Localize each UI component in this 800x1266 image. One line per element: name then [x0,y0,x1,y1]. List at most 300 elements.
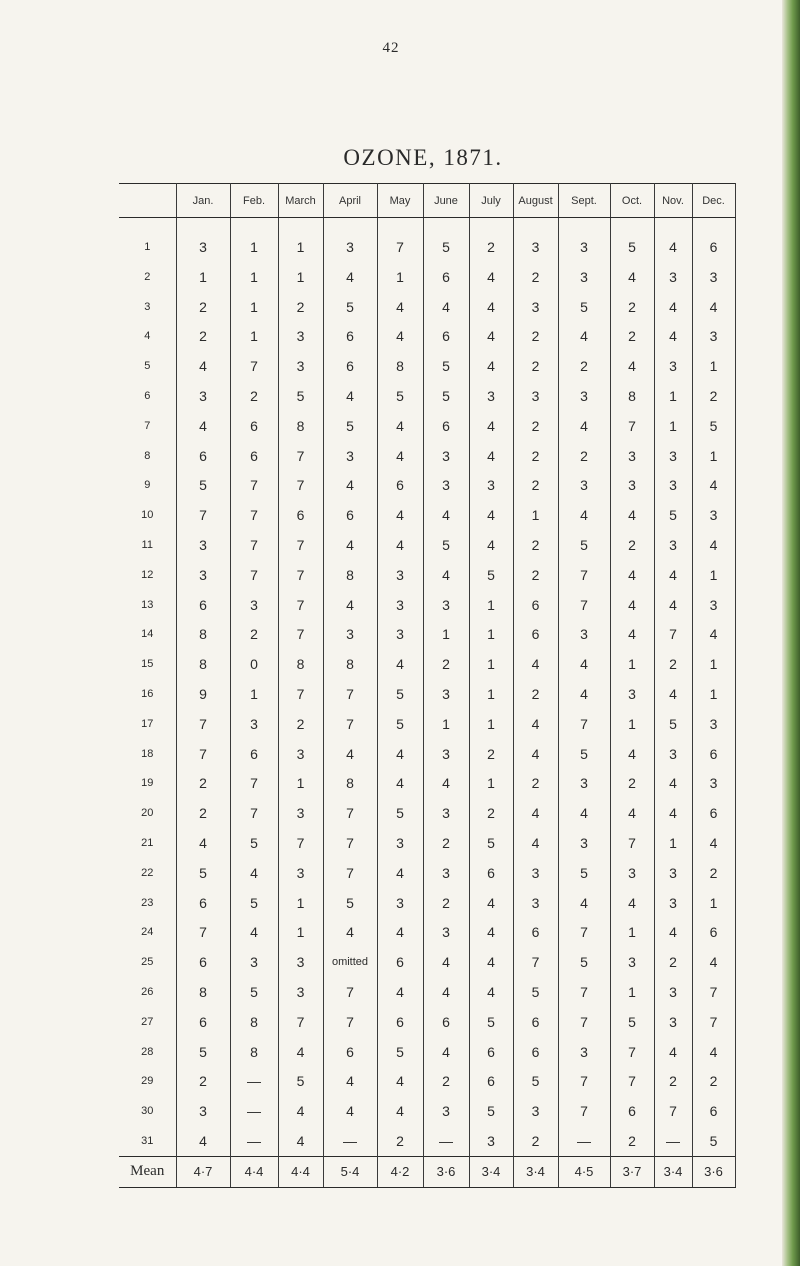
ozone-value: 3 [423,1096,469,1126]
ozone-value: 4 [377,292,423,322]
day-cell: 21 [119,828,176,858]
day-cell: 23 [119,888,176,918]
ozone-value: 4 [377,1096,423,1126]
ozone-value: — [423,1126,469,1156]
ozone-value: 2 [278,709,323,739]
table-row [119,218,735,263]
ozone-value: 2 [513,1126,558,1156]
ozone-value: 2 [558,351,610,381]
ozone-value: 3 [423,798,469,828]
ozone-value: 5 [377,381,423,411]
table-row [119,1096,735,1126]
ozone-value: 4 [513,709,558,739]
header-month: June [423,184,469,218]
mean-value: 3·7 [610,1156,654,1187]
ozone-value: 5 [469,1007,513,1037]
ozone-value: 2 [513,769,558,799]
ozone-value: 3 [377,590,423,620]
day-cell: 17 [119,709,176,739]
table-row [119,977,735,1007]
ozone-value: 7 [610,1067,654,1097]
ozone-value: 4 [558,411,610,441]
ozone-value: 4 [469,411,513,441]
ozone-value: 7 [278,441,323,471]
ozone-value: 3 [558,1037,610,1067]
ozone-value: 3 [513,218,558,263]
ozone-value: 6 [423,411,469,441]
header-month: May [377,184,423,218]
ozone-value: 6 [230,411,278,441]
table-row [119,918,735,948]
ozone-value: 3 [176,381,230,411]
table-row [119,798,735,828]
ozone-value: 4 [377,769,423,799]
ozone-value: 2 [513,441,558,471]
table-row [119,1067,735,1097]
mean-value: 4·2 [377,1156,423,1187]
ozone-value: 3 [513,1096,558,1126]
mean-value: 3·4 [513,1156,558,1187]
ozone-value: 3 [230,590,278,620]
ozone-value: 5 [469,560,513,590]
ozone-value: 3 [513,381,558,411]
ozone-value: 2 [278,292,323,322]
ozone-value: 7 [230,351,278,381]
ozone-value: 2 [377,1126,423,1156]
ozone-value: 2 [176,292,230,322]
table-row [119,620,735,650]
ozone-value: 1 [230,292,278,322]
day-cell: 18 [119,739,176,769]
day-cell: 30 [119,1096,176,1126]
ozone-value: 3 [323,441,377,471]
ozone-value: 1 [278,262,323,292]
table-row [119,1007,735,1037]
ozone-value: 3 [654,441,692,471]
ozone-value: 4 [377,1067,423,1097]
ozone-value: 4 [558,798,610,828]
ozone-value: 5 [230,888,278,918]
table-row [119,471,735,501]
ozone-value: 5 [558,530,610,560]
ozone-value: 7 [278,679,323,709]
day-cell: 9 [119,471,176,501]
ozone-value: 5 [278,1067,323,1097]
book-binding-edge [782,0,800,1266]
ozone-value: 4 [654,560,692,590]
ozone-value: 4 [323,381,377,411]
ozone-value: 8 [377,351,423,381]
ozone-value: 4 [323,1067,377,1097]
ozone-value: — [230,1126,278,1156]
ozone-value: 6 [323,500,377,530]
ozone-value: 4 [469,947,513,977]
mean-value: 5·4 [323,1156,377,1187]
ozone-value: 1 [278,218,323,263]
day-cell: 4 [119,322,176,352]
ozone-value: 2 [230,381,278,411]
ozone-value: 5 [654,709,692,739]
mean-value: 3·6 [692,1156,735,1187]
ozone-table [119,183,736,1188]
mean-value: 4·4 [230,1156,278,1187]
ozone-value: 2 [654,1067,692,1097]
ozone-value: 4 [377,530,423,560]
ozone-value: 3 [610,858,654,888]
ozone-value: 4 [423,1037,469,1067]
ozone-value: 1 [278,888,323,918]
ozone-value: 2 [513,471,558,501]
ozone-value: 4 [469,441,513,471]
day-cell: 31 [119,1126,176,1156]
ozone-value: 4 [654,590,692,620]
header-month: August [513,184,558,218]
ozone-value: 5 [423,530,469,560]
day-cell: 27 [119,1007,176,1037]
ozone-value: 4 [377,322,423,352]
ozone-value: 6 [610,1096,654,1126]
ozone-value: — [230,1067,278,1097]
ozone-value: 3 [610,679,654,709]
ozone-value: 3 [278,977,323,1007]
ozone-value: 1 [469,590,513,620]
ozone-value: 4 [558,500,610,530]
ozone-value: 4 [610,620,654,650]
mean-value: 3·6 [423,1156,469,1187]
ozone-value: 2 [513,322,558,352]
table-row [119,888,735,918]
ozone-value: 4 [469,888,513,918]
ozone-value: 4 [654,292,692,322]
ozone-value: 6 [692,918,735,948]
ozone-value: 3 [692,709,735,739]
ozone-value: 6 [692,739,735,769]
ozone-value: 2 [654,947,692,977]
mean-label: Mean [119,1156,176,1187]
ozone-value: 5 [558,292,610,322]
ozone-value: 3 [654,530,692,560]
header-month: Sept. [558,184,610,218]
ozone-value: 5 [278,381,323,411]
ozone-value: 2 [513,262,558,292]
ozone-value: 6 [469,1037,513,1067]
ozone-value: 4 [423,769,469,799]
ozone-value: 5 [377,798,423,828]
header-month: April [323,184,377,218]
header-row [119,184,735,218]
ozone-value: 5 [610,1007,654,1037]
ozone-value: 1 [278,918,323,948]
ozone-value: 5 [230,828,278,858]
ozone-value: 1 [230,218,278,263]
ozone-value: 7 [278,560,323,590]
ozone-value: 4 [654,1037,692,1067]
ozone-value: 1 [654,411,692,441]
table-row [119,858,735,888]
ozone-value: omitted [323,947,377,977]
ozone-value: 4 [469,262,513,292]
ozone-value: 4 [558,649,610,679]
ozone-value: 2 [610,769,654,799]
ozone-value: 4 [654,322,692,352]
ozone-value: 7 [323,1007,377,1037]
ozone-value: 4 [469,292,513,322]
ozone-value: 4 [654,798,692,828]
ozone-value: 3 [558,381,610,411]
table-row [119,292,735,322]
ozone-value: 7 [323,709,377,739]
ozone-value: 7 [230,560,278,590]
ozone-value: 4 [513,828,558,858]
ozone-value: 4 [692,828,735,858]
ozone-value: 2 [423,649,469,679]
ozone-value: 5 [176,858,230,888]
ozone-value: 6 [513,1037,558,1067]
day-cell: 20 [119,798,176,828]
ozone-value: 4 [423,560,469,590]
ozone-value: 7 [610,828,654,858]
ozone-value: 7 [176,500,230,530]
ozone-value: 2 [513,351,558,381]
ozone-value: 7 [278,620,323,650]
ozone-value: 5 [176,1037,230,1067]
ozone-value: 4 [278,1126,323,1156]
table-row [119,679,735,709]
ozone-value: 3 [654,262,692,292]
ozone-value: 4 [610,262,654,292]
ozone-value: 3 [558,620,610,650]
ozone-value: 4 [323,1096,377,1126]
ozone-value: 5 [654,500,692,530]
day-cell: 10 [119,500,176,530]
ozone-value: 4 [469,322,513,352]
ozone-value: 5 [176,471,230,501]
ozone-value: 4 [323,471,377,501]
ozone-value: 3 [654,977,692,1007]
ozone-value: 7 [230,769,278,799]
ozone-value: 7 [323,798,377,828]
ozone-value: 2 [230,620,278,650]
ozone-value: 7 [610,411,654,441]
ozone-value: 4 [558,888,610,918]
ozone-value: 1 [610,918,654,948]
ozone-value: 1 [230,322,278,352]
day-cell: 28 [119,1037,176,1067]
header-day [119,184,176,218]
ozone-value: 7 [558,977,610,1007]
ozone-value: 6 [176,590,230,620]
ozone-value: 6 [423,1007,469,1037]
ozone-value: 6 [692,218,735,263]
ozone-value: 3 [558,471,610,501]
ozone-value: 3 [654,351,692,381]
ozone-value: 4 [610,560,654,590]
ozone-value: 7 [558,590,610,620]
ozone-value: 3 [377,828,423,858]
ozone-value: 4 [377,739,423,769]
ozone-value: 4 [558,679,610,709]
ozone-value: 3 [558,769,610,799]
ozone-value: 2 [176,769,230,799]
ozone-value: 4 [692,530,735,560]
ozone-value: 3 [654,739,692,769]
ozone-value: 4 [323,739,377,769]
ozone-value: 7 [610,1037,654,1067]
ozone-value: 2 [176,322,230,352]
table-row [119,441,735,471]
ozone-value: 8 [323,649,377,679]
table-row [119,739,735,769]
ozone-value: 5 [558,739,610,769]
ozone-value: 7 [230,500,278,530]
ozone-value: 4 [323,530,377,560]
ozone-value: 4 [176,411,230,441]
ozone-value: 1 [230,262,278,292]
ozone-value: 4 [469,918,513,948]
ozone-value: 4 [323,590,377,620]
ozone-value: 8 [323,560,377,590]
ozone-value: 7 [278,471,323,501]
day-cell: 7 [119,411,176,441]
ozone-value: 5 [558,947,610,977]
ozone-value: 1 [377,262,423,292]
ozone-value: 1 [692,888,735,918]
ozone-value: 4 [230,918,278,948]
ozone-value: — [654,1126,692,1156]
ozone-value: — [323,1126,377,1156]
ozone-value: 8 [323,769,377,799]
ozone-value: 3 [278,351,323,381]
ozone-value: 6 [176,1007,230,1037]
ozone-value: 3 [423,679,469,709]
ozone-value: 6 [377,1007,423,1037]
ozone-value: 6 [692,1096,735,1126]
day-cell: 5 [119,351,176,381]
ozone-value: 6 [323,322,377,352]
ozone-value: 7 [278,828,323,858]
ozone-value: 4 [176,1126,230,1156]
ozone-value: 2 [513,560,558,590]
table-row [119,709,735,739]
ozone-value: 2 [610,530,654,560]
ozone-value: 5 [423,351,469,381]
ozone-value: 1 [423,709,469,739]
ozone-value: 2 [423,888,469,918]
ozone-value: 3 [423,858,469,888]
ozone-value: 4 [610,590,654,620]
day-cell: 13 [119,590,176,620]
ozone-value: 3 [423,441,469,471]
ozone-value: 6 [469,1067,513,1097]
ozone-value: 1 [692,351,735,381]
ozone-value: 3 [610,947,654,977]
header-month: Dec. [692,184,735,218]
header-month: Jan. [176,184,230,218]
ozone-value: 2 [469,798,513,828]
ozone-value: 6 [278,500,323,530]
ozone-value: 3 [278,798,323,828]
ozone-value: 1 [692,441,735,471]
ozone-value: 5 [323,292,377,322]
ozone-value: 1 [278,769,323,799]
ozone-value: 5 [558,858,610,888]
table-body [119,218,735,1157]
ozone-value: 7 [654,1096,692,1126]
ozone-value: 4 [176,828,230,858]
ozone-value: 8 [278,411,323,441]
ozone-value: 6 [176,441,230,471]
ozone-value: 4 [176,351,230,381]
ozone-value: 5 [230,977,278,1007]
ozone-value: 8 [176,649,230,679]
ozone-value: 3 [692,322,735,352]
ozone-value: 4 [278,1037,323,1067]
ozone-value: 4 [423,500,469,530]
ozone-value: 6 [377,471,423,501]
ozone-value: 5 [323,888,377,918]
ozone-value: 2 [423,828,469,858]
ozone-value: 5 [513,977,558,1007]
ozone-value: 3 [423,918,469,948]
ozone-value: 3 [558,828,610,858]
ozone-value: 3 [692,262,735,292]
ozone-value: 5 [513,1067,558,1097]
ozone-value: 3 [513,858,558,888]
ozone-value: 2 [513,411,558,441]
ozone-value: 5 [692,411,735,441]
header-month: Nov. [654,184,692,218]
ozone-value: 7 [278,530,323,560]
ozone-value: 1 [230,679,278,709]
table-row [119,649,735,679]
ozone-value: 4 [558,322,610,352]
ozone-value: 3 [692,500,735,530]
ozone-value: 7 [654,620,692,650]
ozone-value: 4 [377,918,423,948]
ozone-value: 4 [692,620,735,650]
mean-row [119,1156,735,1187]
ozone-value: 1 [513,500,558,530]
ozone-value: 7 [692,977,735,1007]
ozone-value: 5 [377,709,423,739]
ozone-value: 7 [278,1007,323,1037]
ozone-value: 3 [278,739,323,769]
ozone-value: — [558,1126,610,1156]
ozone-value: 6 [323,1037,377,1067]
ozone-value: 2 [469,218,513,263]
table-row [119,381,735,411]
ozone-value: 3 [323,218,377,263]
table-row [119,769,735,799]
day-cell: 8 [119,441,176,471]
ozone-value: 8 [230,1037,278,1067]
ozone-value: 1 [654,828,692,858]
ozone-value: 3 [469,471,513,501]
table-row [119,500,735,530]
ozone-value: 4 [610,888,654,918]
ozone-value: 2 [176,798,230,828]
ozone-value: 4 [692,1037,735,1067]
ozone-value: 6 [423,262,469,292]
ozone-value: 4 [610,500,654,530]
ozone-value: 4 [377,441,423,471]
ozone-value: 5 [469,828,513,858]
ozone-value: 7 [558,918,610,948]
day-cell: 3 [119,292,176,322]
ozone-value: 6 [692,798,735,828]
ozone-value: 1 [176,262,230,292]
ozone-value: 2 [513,530,558,560]
